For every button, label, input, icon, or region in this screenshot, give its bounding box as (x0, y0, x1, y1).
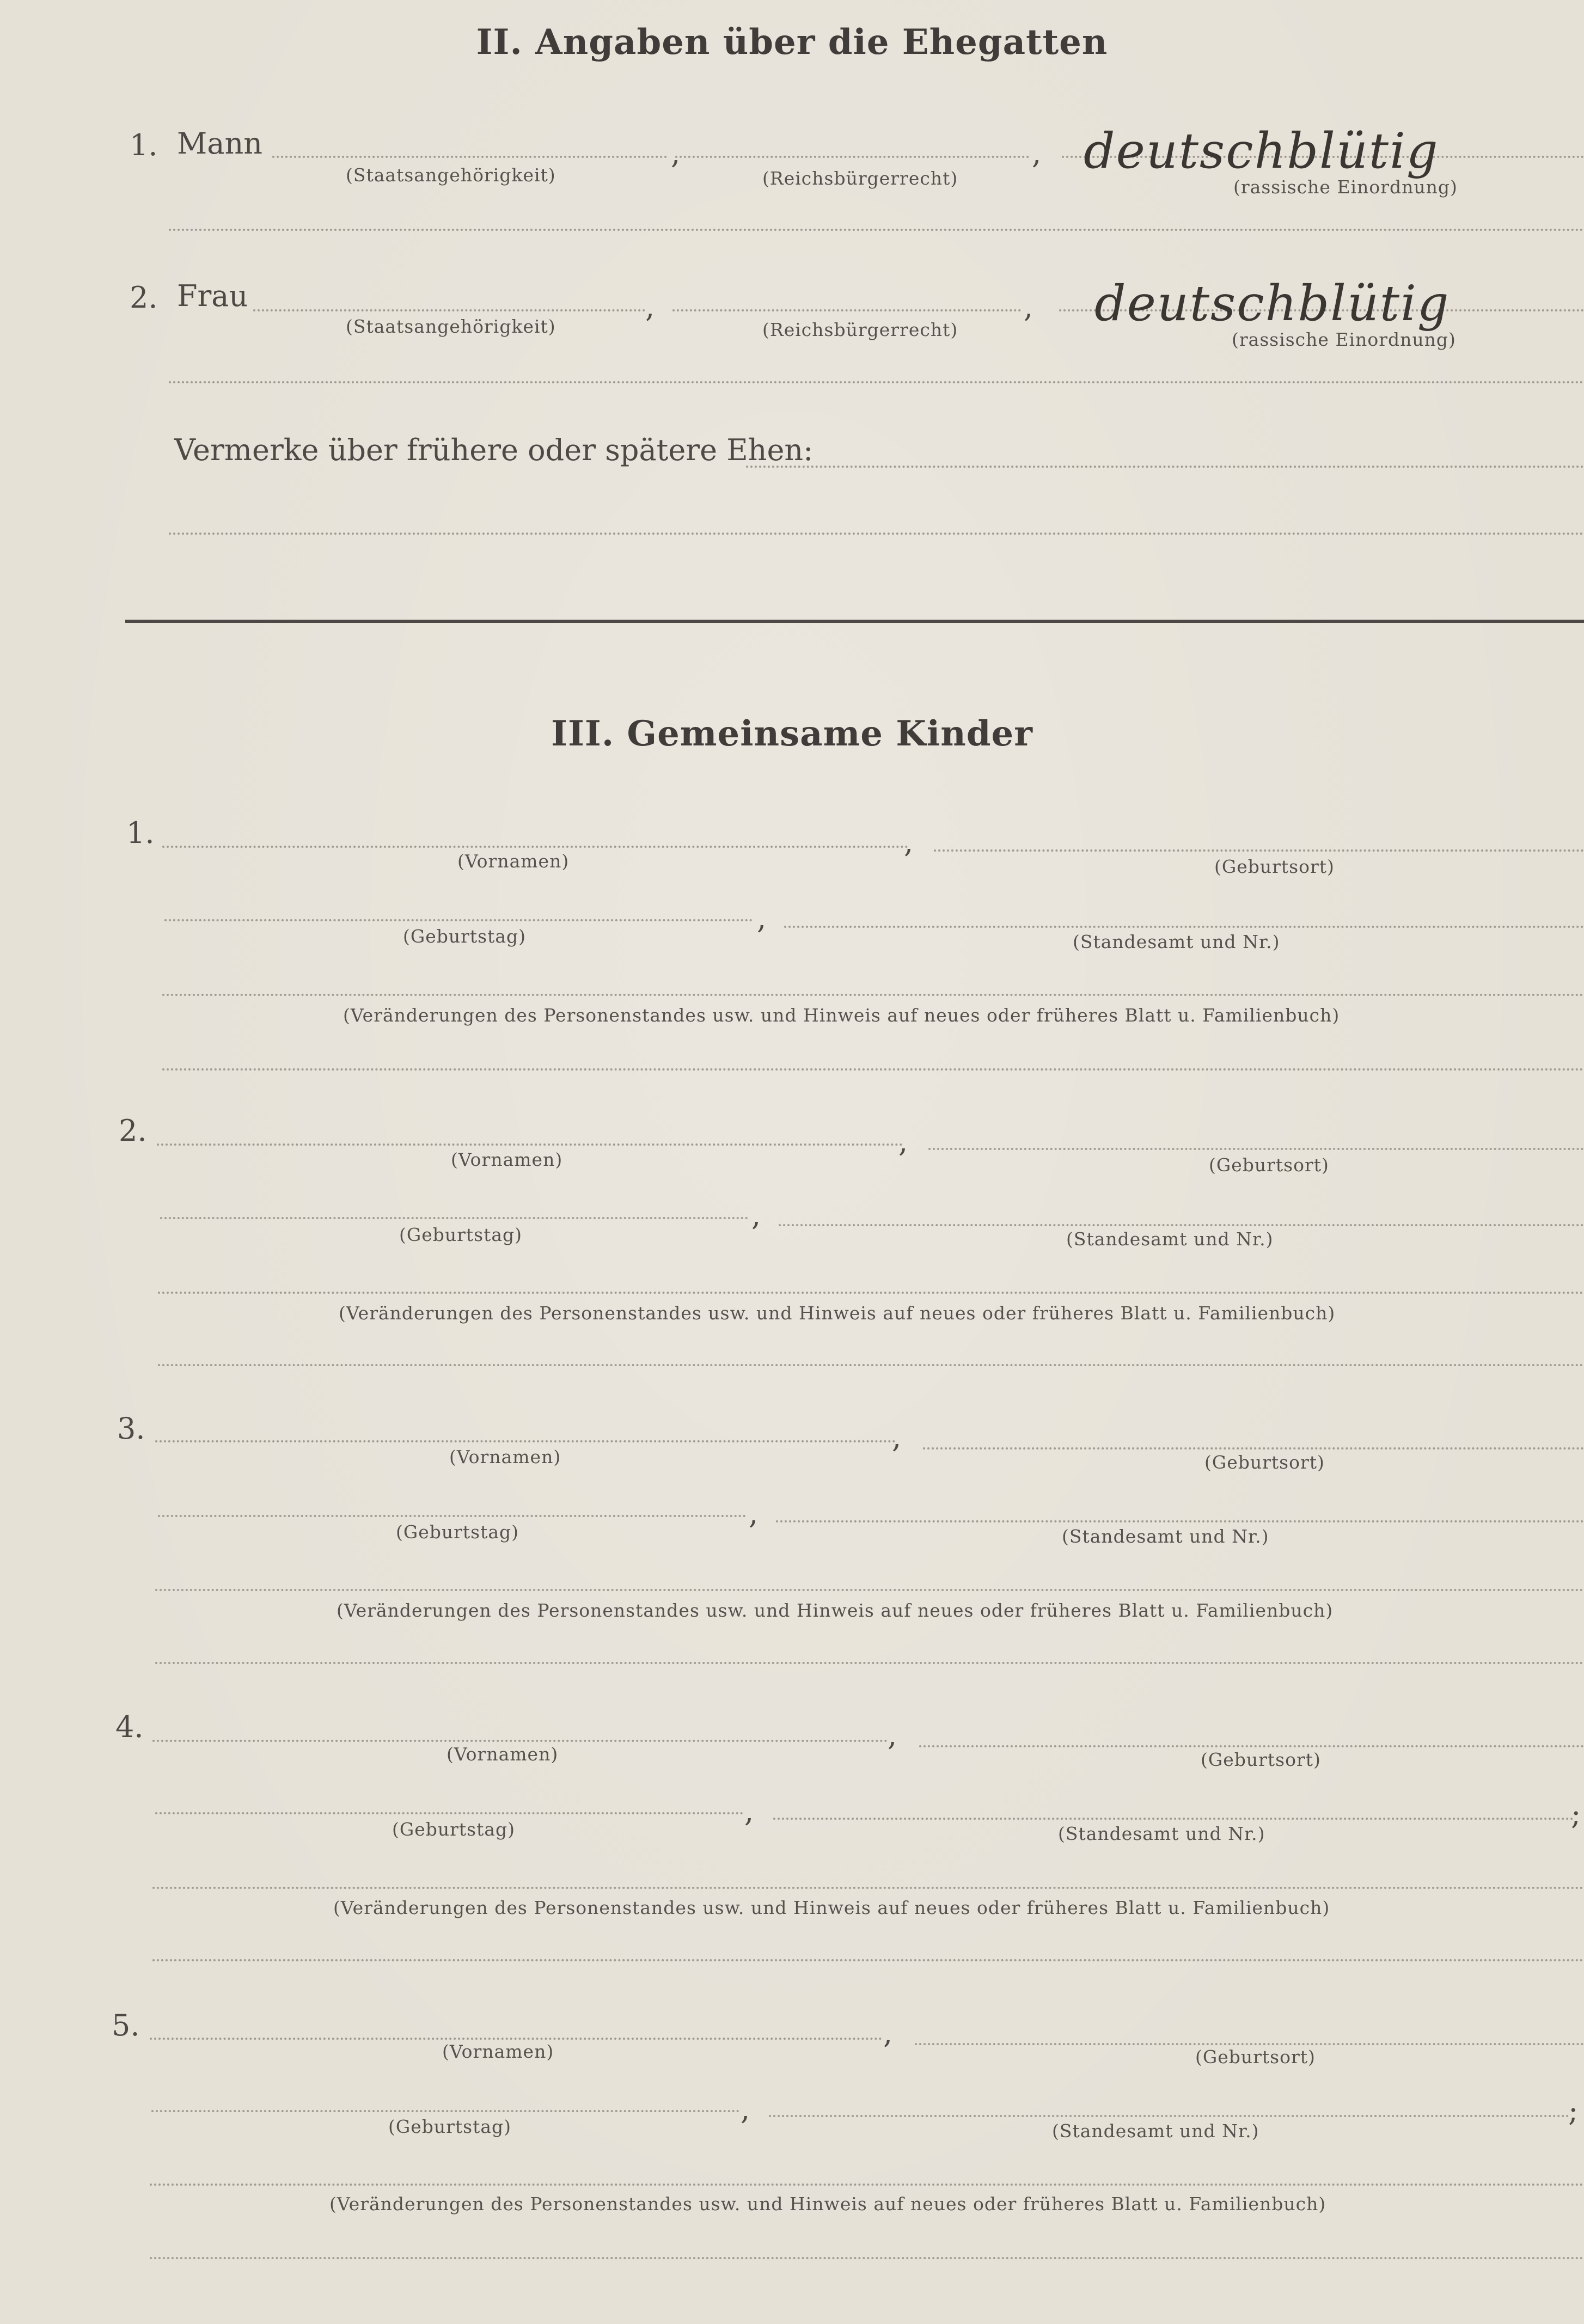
caption-veraenderungen: (Veränderungen des Personenstandes usw. und Hinweis auf neues oder früheres Blatt u. Familienbuch) (343, 1005, 1340, 1026)
frau-reichsbuergerrecht-field[interactable] (672, 309, 1021, 311)
mann-handwritten-entry: deutschblütig (1084, 123, 1439, 180)
caption-geburtsort: (Geburtsort) (1204, 1452, 1325, 1473)
child-number: 4. (115, 1710, 144, 1744)
comma: , (892, 1420, 902, 1454)
comma: , (749, 1496, 759, 1531)
comma: , (883, 2016, 893, 2050)
child-1-geburtsort-field[interactable] (934, 849, 1584, 852)
child-2-veraenderungen-field[interactable] (158, 1292, 1584, 1294)
caption-rassische-einordnung: (rassische Einordnung) (1233, 176, 1458, 198)
comma: , (888, 1718, 897, 1752)
mann-continuation-line[interactable] (169, 229, 1584, 231)
child-3-standesamt-field[interactable] (776, 1520, 1584, 1522)
child-3-continuation-line[interactable] (155, 1662, 1584, 1664)
child-4-standesamt-field[interactable] (773, 1818, 1574, 1820)
caption-rassische-einordnung: (rassische Einordnung) (1232, 329, 1456, 350)
caption-geburtstag: (Geburtstag) (399, 1224, 523, 1245)
vermerke-label: Vermerke über frühere oder spätere Ehen: (174, 433, 814, 467)
caption-geburtsort: (Geburtsort) (1201, 1749, 1321, 1770)
child-1-vornamen-field[interactable] (162, 846, 908, 848)
caption-standesamt: (Standesamt und Nr.) (1073, 931, 1280, 952)
child-2-standesamt-field[interactable] (779, 1224, 1584, 1226)
caption-geburtstag: (Geburtstag) (396, 1521, 519, 1543)
caption-standesamt: (Standesamt und Nr.) (1066, 1228, 1274, 1250)
caption-standesamt: (Standesamt und Nr.) (1058, 1823, 1265, 1844)
caption-standesamt: (Standesamt und Nr.) (1052, 2120, 1259, 2142)
comma: , (751, 1198, 761, 1232)
child-4-geburtstag-field[interactable] (155, 1812, 743, 1814)
caption-geburtstag: (Geburtstag) (403, 926, 527, 947)
caption-geburtstag: (Geburtstag) (392, 1819, 516, 1840)
child-1-continuation-line[interactable] (162, 1068, 1584, 1071)
mann-label: Mann (177, 126, 263, 161)
child-3-vornamen-field[interactable] (155, 1440, 896, 1442)
child-5-standesamt-field[interactable] (769, 2115, 1569, 2117)
mann-staatsangehoerigkeit-field[interactable] (272, 156, 667, 158)
child-2-geburtsort-field[interactable] (928, 1148, 1584, 1150)
caption-geburtsort: (Geburtsort) (1209, 1154, 1329, 1176)
caption-reichsbuergerrecht: (Reichsbürgerrecht) (762, 168, 958, 189)
child-5-geburtstag-field[interactable] (151, 2110, 739, 2112)
child-1-veraenderungen-field[interactable] (162, 994, 1584, 996)
child-3-geburtstag-field[interactable] (158, 1515, 746, 1517)
child-4-geburtsort-field[interactable] (919, 1745, 1584, 1747)
section-2-title: II. Angaben über die Ehegatten (476, 22, 1108, 63)
child-number: 3. (117, 1411, 145, 1446)
caption-geburtsort: (Geburtsort) (1195, 2046, 1316, 2068)
comma: , (741, 2092, 750, 2126)
comma: , (757, 901, 767, 935)
caption-vornamen: (Vornamen) (449, 1446, 561, 1467)
caption-veraenderungen: (Veränderungen des Personenstandes usw. und Hinweis auf neues oder früheres Blatt u. Familienbuch) (337, 1600, 1334, 1621)
child-number: 5. (112, 2008, 140, 2042)
vermerke-field[interactable] (746, 466, 1584, 468)
child-3-veraenderungen-field[interactable] (155, 1589, 1584, 1591)
child-5-continuation-line[interactable] (150, 2257, 1584, 2259)
child-1-standesamt-field[interactable] (784, 926, 1584, 928)
child-number: 1. (126, 816, 155, 850)
caption-vornamen: (Vornamen) (451, 1149, 563, 1170)
child-3-geburtsort-field[interactable] (923, 1447, 1584, 1450)
comma: , (1032, 136, 1042, 170)
frau-label: Frau (177, 279, 248, 313)
child-5-geburtsort-field[interactable] (915, 2043, 1584, 2045)
frau-continuation-line[interactable] (169, 381, 1584, 383)
mann-number: 1. (130, 128, 158, 162)
frau-staatsangehoerigkeit-field[interactable] (253, 309, 645, 311)
caption-reichsbuergerrecht: (Reichsbürgerrecht) (762, 319, 958, 340)
frau-number: 2. (130, 280, 158, 315)
caption-geburtsort: (Geburtsort) (1214, 856, 1335, 877)
comma: , (671, 136, 681, 170)
frau-handwritten-entry: deutschblütig (1094, 275, 1450, 332)
comma: , (744, 1794, 754, 1828)
child-2-vornamen-field[interactable] (157, 1143, 903, 1146)
caption-staatsangehoerigkeit: (Staatsangehörigkeit) (346, 164, 556, 186)
comma: , (898, 1124, 908, 1159)
child-2-geburtstag-field[interactable] (160, 1217, 748, 1219)
caption-vornamen: (Vornamen) (442, 2041, 554, 2062)
caption-veraenderungen: (Veränderungen des Personenstandes usw. und Hinweis auf neues oder früheres Blatt u. Familienbuch) (329, 2193, 1326, 2215)
child-5-vornamen-field[interactable] (150, 2038, 882, 2040)
vermerke-continuation-line[interactable] (169, 533, 1584, 535)
comma: , (1024, 290, 1033, 324)
caption-standesamt: (Standesamt und Nr.) (1062, 1526, 1269, 1547)
child-4-vornamen-field[interactable] (152, 1740, 888, 1742)
comma: , (904, 825, 914, 859)
mann-reichsbuergerrecht-field[interactable] (675, 156, 1029, 158)
comma: , (645, 290, 655, 324)
section-3-title: III. Gemeinsame Kinder (551, 713, 1033, 754)
child-2-continuation-line[interactable] (158, 1364, 1584, 1366)
caption-vornamen: (Vornamen) (457, 851, 570, 872)
child-5-veraenderungen-field[interactable] (150, 2184, 1584, 2186)
semicolon: ; (1568, 2094, 1579, 2128)
caption-veraenderungen: (Veränderungen des Personenstandes usw. und Hinweis auf neues oder früheres Blatt u. Familienbuch) (333, 1897, 1330, 1918)
section-divider (125, 620, 1584, 623)
child-number: 2. (119, 1114, 147, 1148)
caption-vornamen: (Vornamen) (447, 1744, 559, 1765)
child-1-geburtstag-field[interactable] (164, 919, 753, 921)
semicolon: ; (1571, 1797, 1581, 1831)
caption-veraenderungen: (Veränderungen des Personenstandes usw. und Hinweis auf neues oder früheres Blatt u. Familienbuch) (339, 1302, 1336, 1324)
caption-staatsangehoerigkeit: (Staatsangehörigkeit) (346, 316, 556, 337)
child-4-veraenderungen-field[interactable] (152, 1887, 1584, 1889)
child-4-continuation-line[interactable] (152, 1959, 1584, 1961)
caption-geburtstag: (Geburtstag) (388, 2116, 512, 2137)
